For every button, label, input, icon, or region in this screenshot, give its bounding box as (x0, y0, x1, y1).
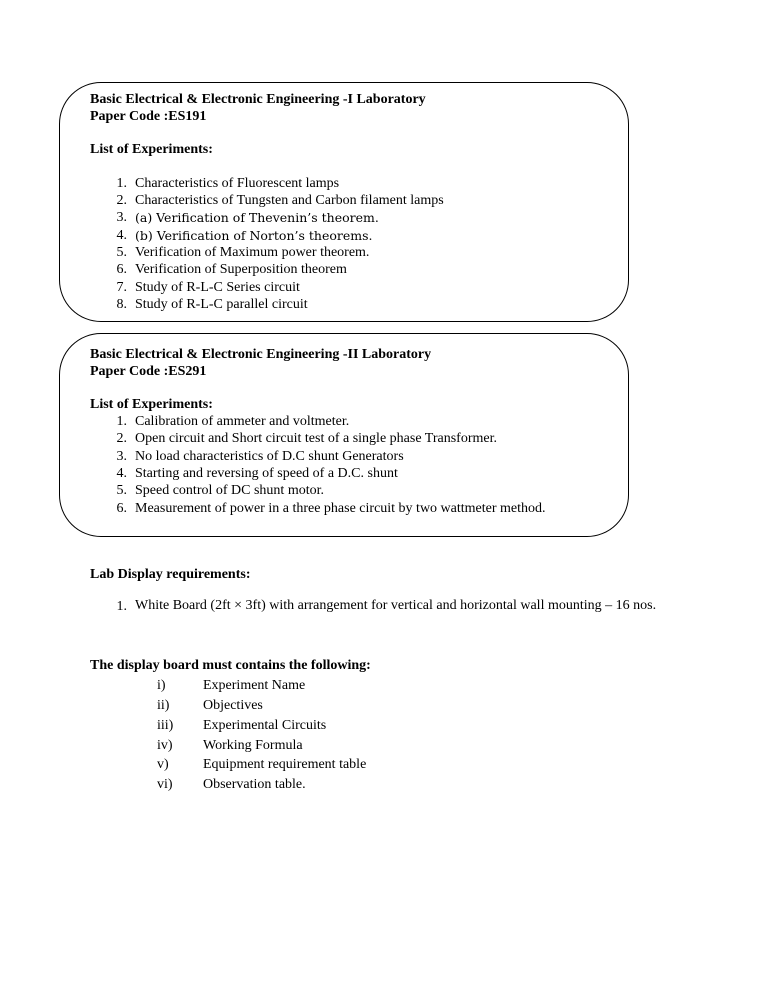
board-heading: The display board must contains the following: (90, 658, 371, 673)
list-item-number: 5. (116, 483, 127, 498)
list-item-number: iv) (157, 738, 173, 753)
list-item-number: 2. (116, 193, 127, 208)
list-item: Equipment requirement table (203, 757, 367, 772)
lab1-list-heading: List of Experiments: (90, 142, 213, 157)
list-item-number: iii) (157, 718, 174, 733)
list-item-number: 1. (116, 176, 127, 191)
list-item: Objectives (203, 698, 263, 713)
requirement-text: White Board (2ft × 3ft) with arrangement for vertical and horizontal wall mounting – 16 nos. (135, 598, 657, 613)
lab1-paper-code: Paper Code :ES191 (90, 109, 207, 124)
list-item-number: i) (157, 678, 166, 693)
list-item-number: 7. (116, 280, 127, 295)
list-item: Starting and reversing of speed of a D.C. shunt (135, 466, 398, 481)
lab2-list-heading: List of Experiments: (90, 397, 213, 412)
list-item-number: v) (157, 757, 169, 772)
list-item: Study of R-L-C Series circuit (135, 280, 300, 295)
list-item: (b) Verification of Norton’s theorems. (135, 228, 373, 243)
list-item-number: 5. (116, 245, 127, 260)
list-item: Open circuit and Short circuit test of a single phase Transformer. (135, 431, 497, 446)
list-item: Working Formula (203, 738, 303, 753)
list-item-number: 6. (116, 262, 127, 277)
list-item: Verification of Superposition theorem (135, 262, 347, 277)
list-item: Experimental Circuits (203, 718, 327, 733)
list-item: Measurement of power in a three phase circuit by two wattmeter method. (135, 501, 546, 516)
display-heading: Lab Display requirements: (90, 567, 251, 582)
list-item-number: 8. (116, 297, 127, 312)
list-item: Characteristics of Fluorescent lamps (135, 176, 340, 191)
list-item-number: 3. (116, 449, 127, 464)
list-item: (a) Verification of Thevenin’s theorem. (135, 210, 379, 225)
list-item: Characteristics of Tungsten and Carbon filament lamps (135, 193, 444, 208)
list-item-number: 1. (116, 414, 127, 429)
lab1-title: Basic Electrical & Electronic Engineering -I Laboratory (90, 92, 426, 107)
list-item-number: 2. (116, 431, 127, 446)
list-item: Observation table. (203, 777, 306, 792)
list-item-number: vi) (157, 777, 173, 792)
list-item: Experiment Name (203, 678, 306, 693)
list-item: Calibration of ammeter and voltmeter. (135, 414, 350, 429)
list-item: Study of R-L-C parallel circuit (135, 297, 308, 312)
list-item-number: 3. (116, 210, 127, 225)
list-item-number: 6. (116, 501, 127, 516)
list-item: Verification of Maximum power theorem. (135, 245, 370, 260)
list-item: No load characteristics of D.C shunt Generators (135, 449, 404, 464)
lab2-paper-code: Paper Code :ES291 (90, 364, 207, 379)
list-item-number: 4. (116, 466, 127, 481)
requirement-number: 1. (116, 599, 127, 614)
list-item-number: 4. (116, 228, 127, 243)
lab2-title: Basic Electrical & Electronic Engineering -II Laboratory (90, 347, 432, 362)
list-item-number: ii) (157, 698, 170, 713)
list-item: Speed control of DC shunt motor. (135, 483, 324, 498)
